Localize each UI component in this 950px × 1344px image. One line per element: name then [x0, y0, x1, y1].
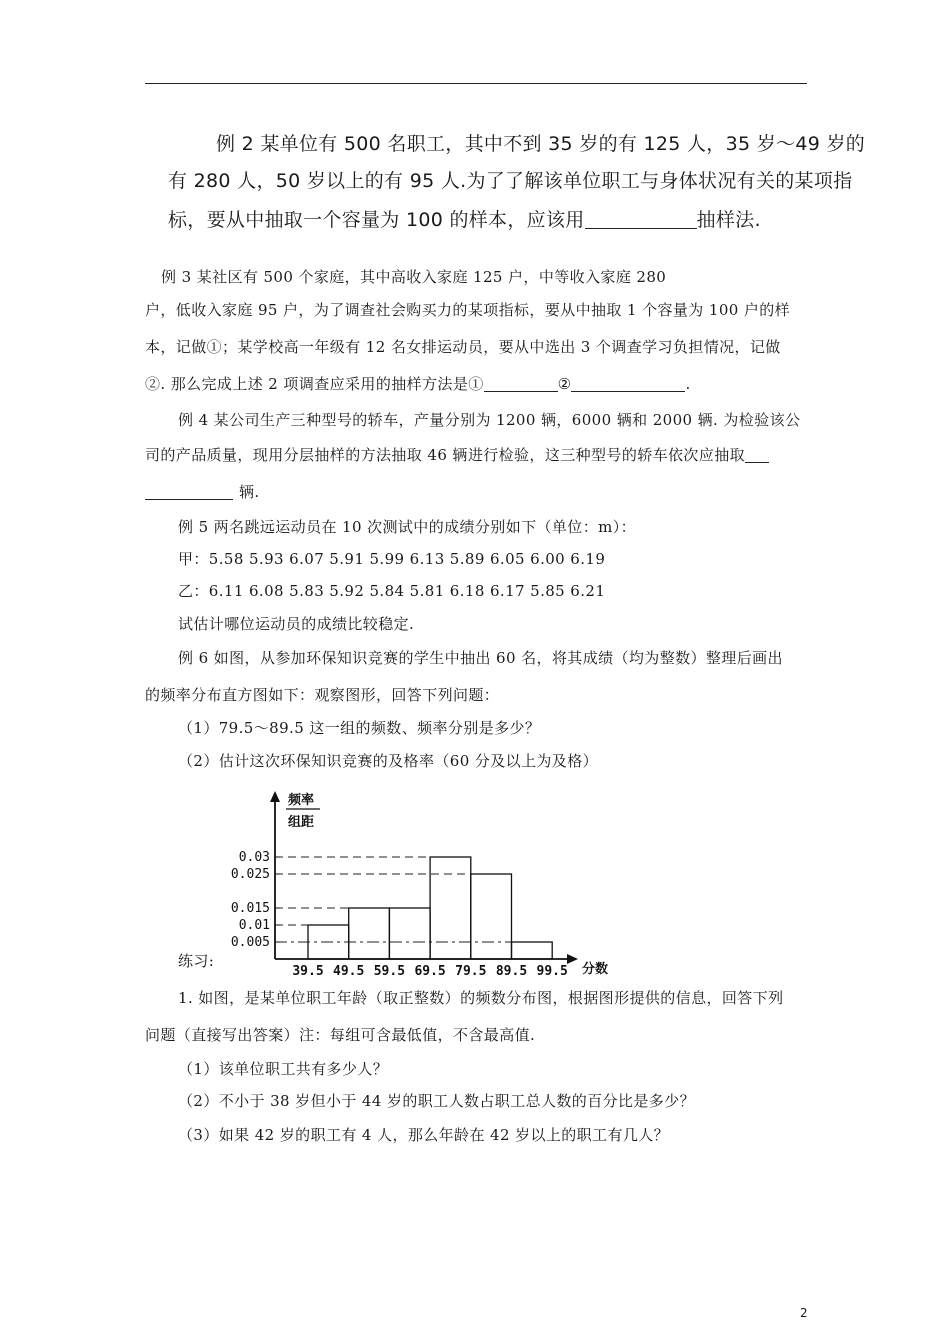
x-tick-label: 59.5	[373, 964, 406, 979]
header-rule	[145, 83, 807, 84]
y-tick-label: 0.01	[238, 918, 270, 933]
x-tick-label: 39.5	[292, 964, 324, 979]
example5-jia-scores: 甲：5.58 5.93 6.07 5.91 5.99 6.13 5.89 6.05 6.00 6.19	[178, 550, 606, 568]
example2-line3	[168, 205, 761, 232]
example6-q2: （2）估计这次环保知识竞赛的及格率（60 分及以上为及格）	[178, 752, 599, 770]
histogram-bar-3	[389, 908, 430, 959]
x-tick-label: 79.5	[455, 964, 487, 979]
histogram-bar-2	[349, 908, 390, 959]
x-axis-label: 分数	[582, 962, 609, 977]
example2-line3-text: 标，要从中抽取一个容量为 100 的样本，应该用	[168, 209, 585, 231]
answer-blank-2	[571, 376, 685, 392]
example6-q1: （1）79.5～89.5 这一组的频数、频率分别是多少？	[178, 719, 541, 737]
example4-line3-text: 辆.	[239, 483, 260, 501]
example5-yi-scores: 乙：6.11 6.08 5.83 5.92 5.84 5.81 6.18 6.17 5.85 6.21	[178, 582, 606, 600]
answer-blank	[585, 209, 697, 229]
y-label-top: 频率	[288, 793, 315, 808]
example4-line3	[145, 481, 260, 502]
answer-blank-end	[145, 484, 233, 500]
example4-line2-text: 司的产品质量，现用分层抽样的方法抽取 46 辆进行检验，这三种型号的轿车依次应抽取	[145, 446, 746, 464]
y-label-bottom: 组距	[288, 815, 315, 830]
example3-line4-end: .	[685, 375, 691, 393]
histogram-bar-4	[430, 857, 471, 959]
frequency-histogram	[220, 785, 620, 980]
x-tick-labels	[292, 964, 568, 979]
example2-line3-end: 抽样法.	[696, 209, 761, 231]
y-tick-label: 0.03	[238, 850, 270, 865]
example6-line2: 的频率分布直方图如下：观察图形，回答下列问题：	[145, 686, 500, 704]
example2-line1: 例 2 某单位有 500 名职工，其中不到 35 岁的有 125 人，35 岁～49 岁的	[216, 133, 866, 155]
example3-line4-text: ②. 那么完成上述 2 项调查应采用的抽样方法是①	[145, 375, 484, 393]
practice-q2: （2）不小于 38 岁但小于 44 岁的职工人数占职工总人数的百分比是多少？	[178, 1092, 695, 1110]
y-tick-label: 0.025	[230, 867, 270, 882]
example3-line3: 本，记做①；某学校高一年级有 12 名女排运动员，要从中选出 3 个调查学习负担情况，记做	[145, 338, 781, 356]
y-tick-labels	[231, 850, 280, 950]
answer-blank-start	[745, 447, 769, 463]
practice-p1-line1: 1. 如图，是某单位职工年龄（取正整数）的频数分布图，根据图形提供的信息，回答下列	[178, 989, 784, 1007]
x-tick-label: 89.5	[495, 964, 528, 979]
example4-line2	[145, 444, 769, 465]
practice-label: 练习:	[178, 952, 215, 970]
example3-line4	[145, 373, 691, 394]
x-tick-label: 69.5	[414, 964, 446, 979]
example3-line2: 户，低收入家庭 95 户，为了调查社会购买力的某项指标，要从中抽取 1 个容量为 100 户的样	[145, 301, 791, 319]
example5-question: 试估计哪位运动员的成绩比较稳定.	[178, 615, 415, 633]
example5-intro: 例 5 两名跳远运动员在 10 次测试中的成绩分别如下（单位：m）：	[178, 518, 637, 536]
example4-line1: 例 4 某公司生产三种型号的轿车，产量分别为 1200 辆，6000 辆和 2000 辆. 为检验该公	[178, 411, 801, 429]
example2-line2: 有 280 人，50 岁以上的有 95 人.为了了解该单位职工与身体状况有关的某项指	[168, 170, 853, 192]
histogram-bar-6	[512, 942, 553, 959]
x-tick-label: 99.5	[536, 964, 568, 979]
x-axis-arrow	[567, 954, 578, 964]
x-tick-label: 49.5	[333, 964, 365, 979]
example3-line1: 例 3 某社区有 500 个家庭，其中高收入家庭 125 户，中等收入家庭 280	[161, 268, 667, 286]
practice-q1: （1）该单位职工共有多少人？	[178, 1060, 389, 1078]
practice-q3: （3）如果 42 岁的职工有 4 人，那么年龄在 42 岁以上的职工有几人？	[178, 1126, 670, 1144]
practice-p1-line2: 问题（直接写出答案）注：每组可含最低值，不含最高值.	[145, 1026, 536, 1044]
y-tick-label: 0.015	[230, 901, 270, 916]
histogram-bar-5	[471, 874, 512, 959]
example6-line1: 例 6 如图，从参加环保知识竞赛的学生中抽出 60 名，将其成绩（均为整数）整理后画出	[178, 649, 783, 667]
circle-two: ②	[557, 375, 572, 393]
y-axis-arrow	[270, 791, 280, 802]
answer-blank-1	[484, 376, 558, 392]
reference-lines	[275, 857, 512, 942]
page-number: 2	[800, 1306, 808, 1320]
y-tick-label: 0.005	[230, 935, 270, 950]
